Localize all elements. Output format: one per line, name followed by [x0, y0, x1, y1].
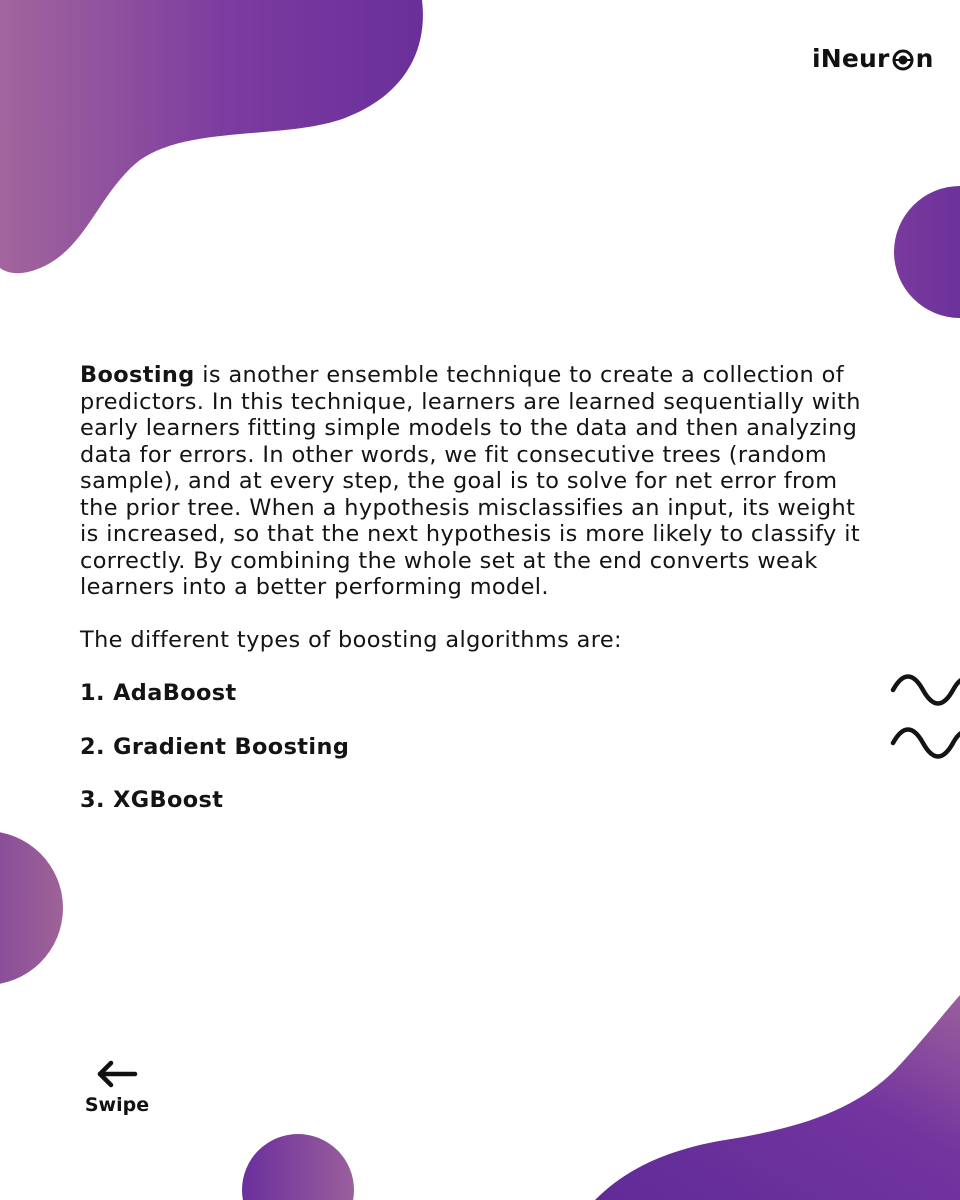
algorithm-list: [80, 680, 880, 814]
left-circle: [0, 831, 63, 985]
boosting-paragraph: [80, 362, 880, 601]
list-item: 2. Gradient Boosting: [80, 733, 350, 760]
list-item: 3. XGBoost: [80, 787, 224, 813]
swipe-label: Swipe: [84, 1094, 150, 1116]
list-item: 1. AdaBoost: [80, 680, 237, 706]
algorithms-intro: The different types of boosting algorithms are:: [80, 626, 623, 653]
left-arrow-icon: [96, 1060, 138, 1088]
main-content: [80, 362, 880, 814]
logo-o-icon: [891, 47, 915, 71]
swipe-control[interactable]: [84, 1060, 150, 1116]
right-circle: [894, 186, 960, 318]
ineuron-logo: [812, 44, 934, 73]
bottom-circle: [242, 1134, 354, 1200]
logo-text-end: n: [915, 44, 934, 73]
wavy-lines-icon: [893, 677, 960, 757]
lead-term: Boosting: [80, 362, 195, 388]
bottom-right-blob: [595, 995, 960, 1200]
top-left-blob: [0, 0, 423, 273]
logo-text-start: iNeur: [812, 44, 890, 73]
paragraph-body: is another ensemble technique to create a collection of predictors. In this technique, learners are learned sequentially with early learners fitting simple models to the data and then analyzing data for errors. In other words, we fit consecutive trees (random sample), and at every step, the goal is to solve for net error from the prior tree. When a hypothesis misclassifies an input, its weight is increased, so that the next hypothesis is more likely to classify it correctly. By combining the whole set at the end converts weak learners into a better performing model.: [80, 362, 861, 600]
